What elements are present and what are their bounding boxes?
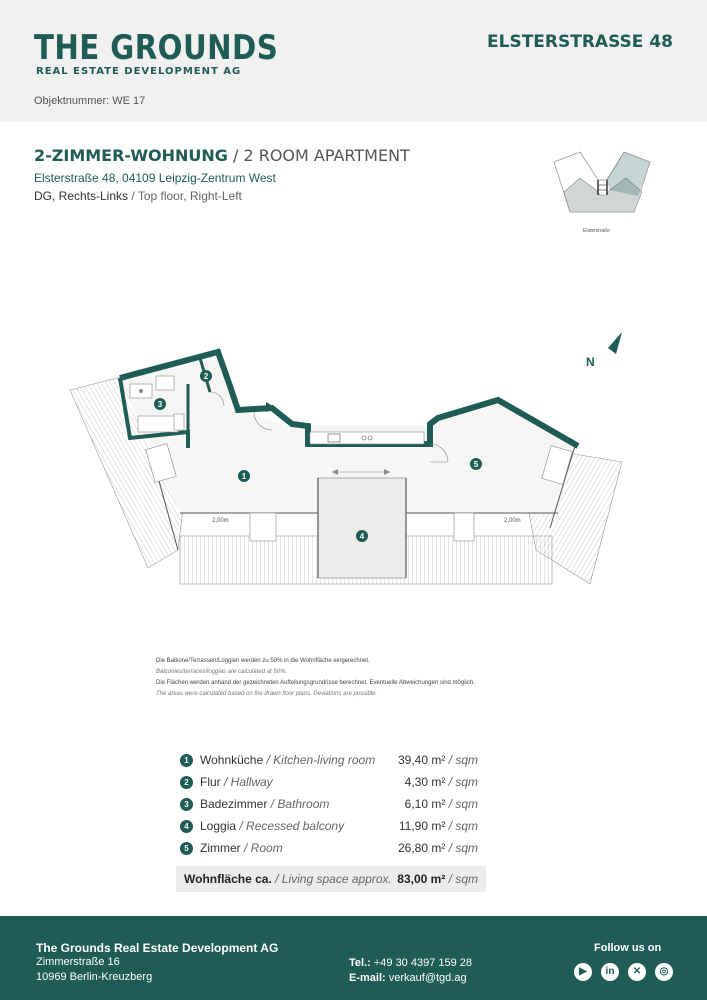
room-area: 4,30 m² / sqm <box>404 775 478 789</box>
svg-text:3: 3 <box>157 400 163 409</box>
floor-plan <box>60 328 640 608</box>
svg-text:2: 2 <box>203 372 209 381</box>
address-line: Elsterstraße 48, 04109 Leipzig-Zentrum West <box>34 171 276 185</box>
key-plan-label: Elsterstraße <box>583 228 610 234</box>
svg-text:5: 5 <box>473 460 479 469</box>
room-area: 6,10 m² / sqm <box>404 797 478 811</box>
room-label-3 <box>154 398 166 410</box>
room-name: Loggia / Recessed balcony <box>200 819 345 833</box>
room-row <box>180 841 486 863</box>
property-address-heading: ELSTERSTRASSE 48 <box>487 32 673 52</box>
footer-phone[interactable]: Tel.: +49 30 4397 159 28 <box>349 957 473 969</box>
loggia-area <box>318 478 406 578</box>
note-line-4: The areas were calculated based on the drawn floor plans. Deviations are possible. <box>156 691 378 697</box>
footer-email[interactable]: E-mail: verkauf@tgd.ag <box>349 972 467 984</box>
room-label-5 <box>470 458 482 470</box>
floor-line <box>34 189 242 203</box>
room-row <box>180 753 486 775</box>
floor-german: DG, Rechts-Links <box>34 189 129 203</box>
footer-company: The Grounds Real Estate Development AG <box>36 941 279 955</box>
dimension-right: 2,00m <box>504 518 521 524</box>
room-number-badge: 3 <box>180 798 193 811</box>
room-name: Flur / Hallway <box>200 775 273 789</box>
total-label: Wohnfläche ca. / Living space approx. <box>184 872 392 886</box>
footer <box>0 916 707 1000</box>
note-line-1: Die Balkone/Terrassen/Loggien werden zu 50% in die Wohnfläche eingerechnet. <box>156 658 370 664</box>
room-row <box>180 819 486 841</box>
room-number-badge: 5 <box>180 842 193 855</box>
linkedin-icon[interactable]: in <box>601 963 619 981</box>
room-list <box>180 753 486 863</box>
total-living-space <box>176 866 486 892</box>
logo-title: THE GROUNDS <box>34 28 279 68</box>
title-english: 2 ROOM APARTMENT <box>243 146 410 165</box>
room-number-badge: 4 <box>180 820 193 833</box>
room-row <box>180 775 486 797</box>
follow-us-label: Follow us on <box>594 942 662 954</box>
title-separator: / <box>227 146 244 165</box>
note-line-3: Die Flächen werden anhand der gezeichneten Aufteilungsgrundrisse berechnet. Eventuelle Abweichungen sind möglich. <box>156 680 475 686</box>
room-label-1 <box>238 470 250 482</box>
logo-subtitle: REAL ESTATE DEVELOPMENT AG <box>36 66 242 77</box>
north-arrow <box>586 332 622 369</box>
object-number: Objektnummer: WE 17 <box>34 95 146 107</box>
svg-text:4: 4 <box>359 532 365 541</box>
key-plan <box>550 150 655 235</box>
title-german: 2-ZIMMER-WOHNUNG <box>34 146 228 165</box>
room-area: 39,40 m² / sqm <box>397 753 478 767</box>
youtube-icon[interactable]: ▶ <box>574 963 592 981</box>
room-label-2 <box>200 370 212 382</box>
room-label-4 <box>356 530 368 542</box>
room-name: Badezimmer / Bathroom <box>200 797 330 811</box>
room-name: Wohnküche / Kitchen-living room <box>200 753 376 767</box>
floor-english: Top floor, Right-Left <box>137 189 242 203</box>
note-line-2: Balconies/terraces/loggias are calculated at 50%. <box>156 669 288 675</box>
svg-text:N: N <box>586 355 595 369</box>
footer-city: 10969 Berlin-Kreuzberg <box>36 971 153 983</box>
room-name: Zimmer / Room <box>200 841 283 855</box>
room-number-badge: 1 <box>180 754 193 767</box>
dimension-left: 2,00m <box>212 518 229 524</box>
area-notes <box>156 656 576 700</box>
floor-separator: / <box>128 189 138 203</box>
footer-street: Zimmerstraße 16 <box>36 956 120 968</box>
xing-icon[interactable]: ✕ <box>628 963 646 981</box>
apartment-title <box>34 145 410 166</box>
room-area: 11,90 m² / sqm <box>398 819 478 833</box>
kitchen-counter <box>310 432 424 444</box>
room-number-badge: 2 <box>180 776 193 789</box>
svg-text:1: 1 <box>241 472 247 481</box>
room-area: 26,80 m² / sqm <box>397 841 478 855</box>
total-area: 83,00 m² / sqm <box>397 872 478 886</box>
instagram-icon[interactable]: ◎ <box>655 963 673 981</box>
room-row <box>180 797 486 819</box>
